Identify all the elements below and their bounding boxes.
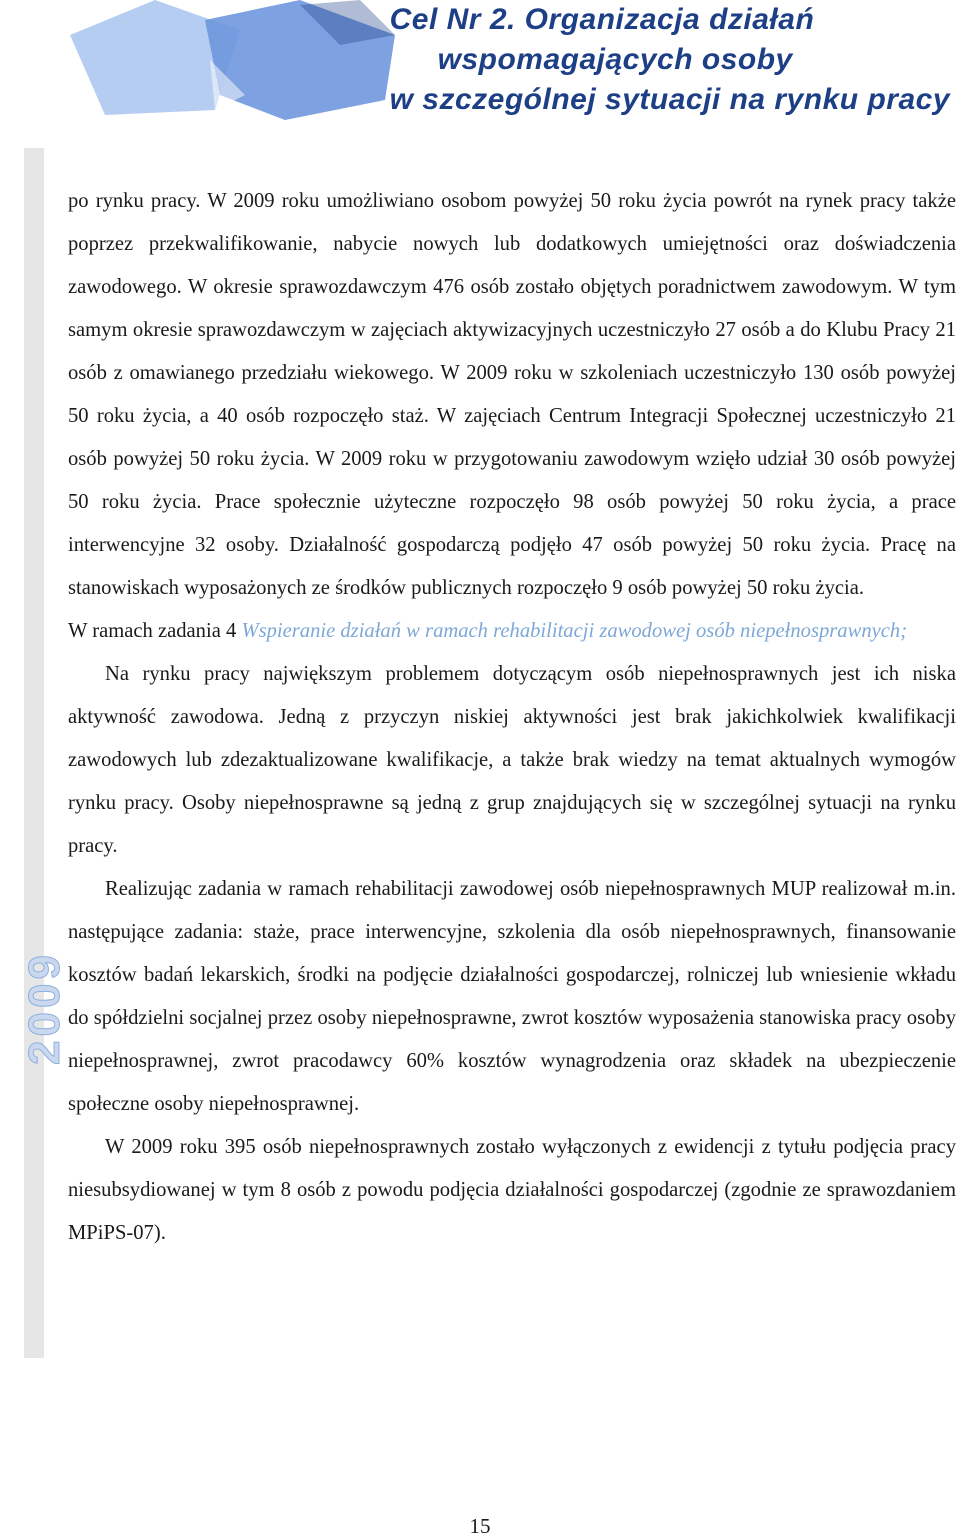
header-title-line-2: wspomagających osoby bbox=[437, 43, 793, 76]
paragraph-disabled-problems: Na rynku pracy największym problemem dotyczącym osób niepełnosprawnych jest ich niska aktywność zawodowa. Jedną z przyczyn niskiej aktywności jest brak jakichkolwiek kwalifikacji zawodowych lub zdezaktualizowane kwalifikacje, a także brak wiedzy na temat aktualnych wymogów rynku pracy. Osoby niepełnosprawne są jedną z grup znajdujących się w szczególnej sytuacji na rynku pracy. bbox=[68, 663, 956, 857]
header-graphic bbox=[0, 0, 960, 140]
paragraph-older-workers: po rynku pracy. W 2009 roku umożliwiano osobom powyżej 50 roku życia powrót na rynek pracy także poprzez przekwalifikowanie, nabycie nowych lub dodatkowych umiejętności oraz doświadczenia zawodowego. W okresie sprawozdawczym 476 osób zostało objętych poradnictwem zawodowym. W tym samym okresie sprawozdawczym w zajęciach aktywizacyjnych uczestniczyło 27 osób a do Klubu Pracy 21 osób z omawianego przedziału wiekowego. W 2009 roku w szkoleniach uczestniczyło 130 osób powyżej 50 roku życia, a 40 osób rozpoczęło staż. W zajęciach Centrum Integracji Społecznej uczestniczyło 21 osób powyżej 50 roku życia. W 2009 roku w przygotowaniu zawodowym wzięło udział 30 osób powyżej 50 roku życia. Prace społecznie użyteczne rozpoczęło 98 osób powyżej 50 roku życia, a prace interwencyjne 32 osoby. Działalność gospodarczą podjęło 47 osób powyżej 50 roku życia. Pracę na stanowiskach wyposażonych ze środków publicznych rozpoczęło 9 osób powyżej 50 roku życia. bbox=[68, 190, 956, 599]
side-year-label: 2009 bbox=[20, 951, 69, 1065]
document-body bbox=[68, 180, 956, 1255]
paragraph-2009-results: W 2009 roku 395 osób niepełnosprawnych zostało wyłączonych z ewidencji z tytułu podjęcia pracy niesubsydiowanej w tym 8 osób z powodu podjęcia działalności gospodarczej (zgodnie ze sprawozdaniem MPiPS-07). bbox=[68, 1136, 956, 1244]
task-title: Wspieranie działań w ramach rehabilitacji zawodowej osób niepełnosprawnych; bbox=[241, 620, 908, 642]
task-4-heading bbox=[68, 610, 956, 653]
page-number: 15 bbox=[469, 1514, 491, 1538]
side-bar bbox=[24, 148, 44, 1358]
header-title-line-3: w szczególnej sytuacji na rynku pracy bbox=[389, 83, 950, 116]
task-prefix: W ramach zadania 4 bbox=[68, 620, 242, 642]
paragraph-rehabilitation-tasks: Realizując zadania w ramach rehabilitacji zawodowej osób niepełnosprawnych MUP realizował m.in. następujące zadania: staże, prace interwencyjne, szkolenia dla osób niepełnosprawnych, finansowanie kosztów badań lekarskich, środki na podjęcie działalności gospodarczej, rolniczej lub wniesienie wkładu do spółdzielni socjalnej przez osoby niepełnosprawne, zwrot kosztów wyposażenia stanowiska pracy osoby niepełnosprawnej, zwrot pracodawcy 60% kosztów wynagrodzenia oraz składek na ubezpieczenie społeczne osoby niepełnosprawnej. bbox=[68, 878, 956, 1115]
header-title-line-1: Cel Nr 2. Organizacja działań bbox=[389, 3, 815, 36]
header-title bbox=[390, 0, 950, 120]
